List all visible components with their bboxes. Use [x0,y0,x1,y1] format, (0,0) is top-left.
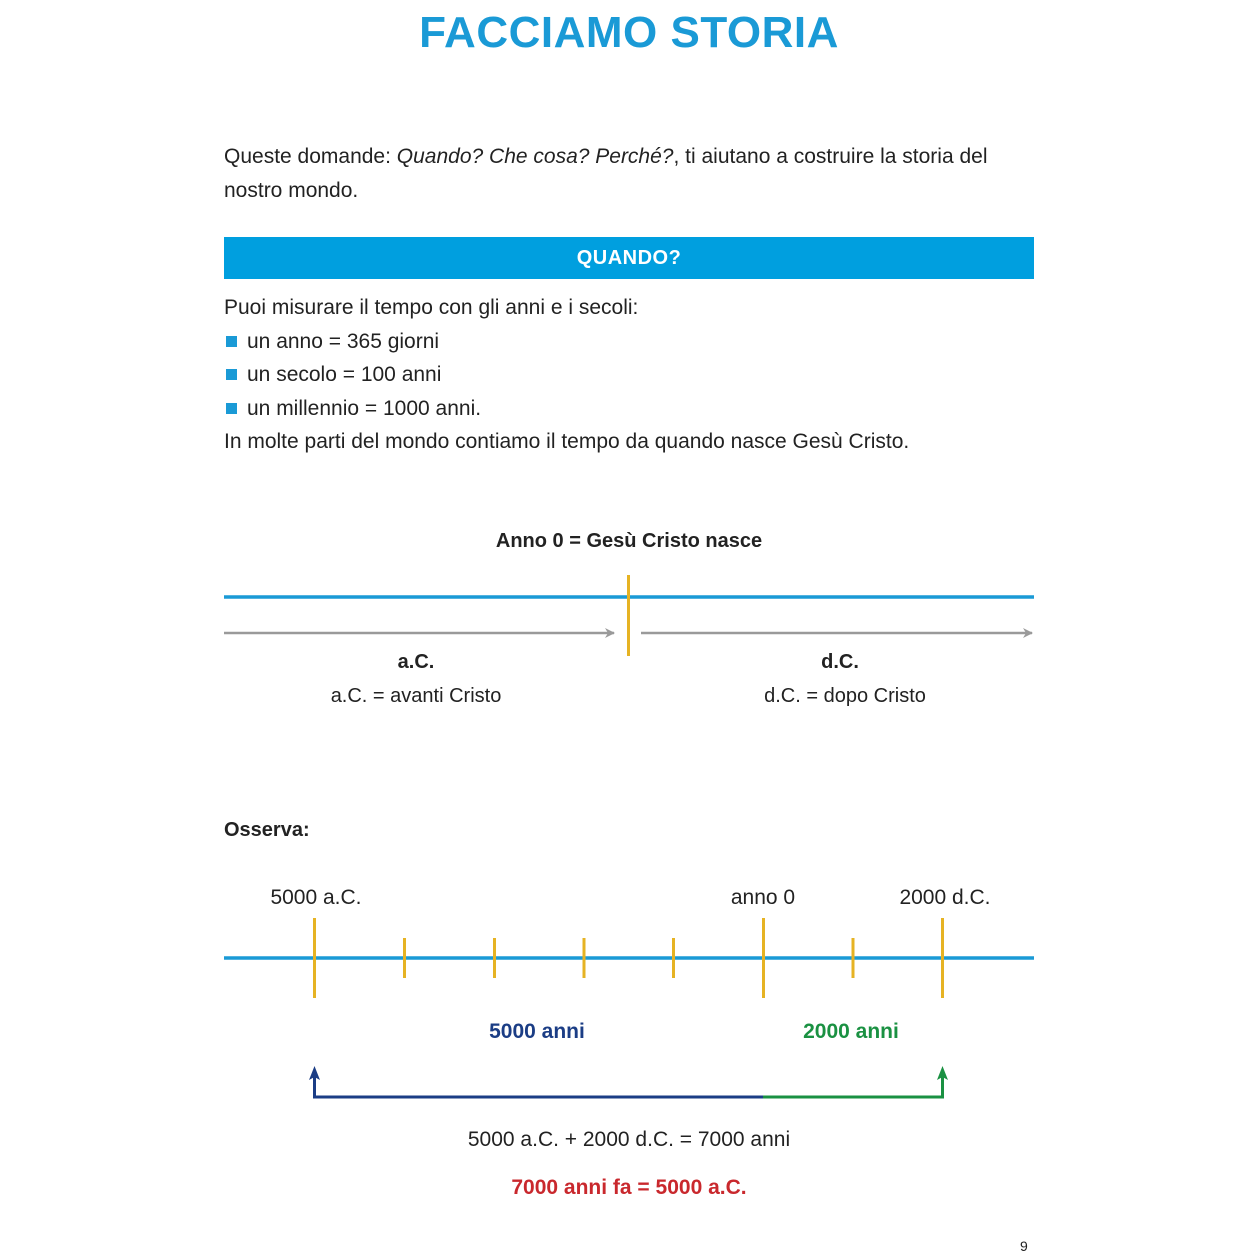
intro-suffix: , ti aiutano a costruire la storia del nostro mondo. [224,145,988,202]
measure-closing: In molte parti del mondo contiamo il tempo da quando nasce Gesù Cristo. [224,430,910,453]
span-label-5000: 5000 anni [489,1020,585,1043]
after-christ-abbr: d.C. [821,651,859,673]
span-5000-bracket [315,1076,765,1097]
before-christ-definition: a.C. = avanti Cristo [330,685,502,707]
after-christ-definition: d.C. = dopo Cristo [764,685,926,707]
list-item-text: un millennio = 1000 anni. [247,396,482,420]
label-2000ad: 2000 d.C. [899,886,991,909]
list-item-text: un anno = 365 giorni [247,329,440,353]
sum-equation: 5000 a.C. + 2000 d.C. = 7000 anni [467,1128,791,1151]
page-title: FACCIAMO STORIA [419,8,839,57]
timeline1-title: Anno 0 = Gesù Cristo nasce [495,530,763,552]
span-label-2000: 2000 anni [803,1020,899,1043]
intro-questions: Quando? Che cosa? Perché? [396,145,674,168]
section-banner: QUANDO? [224,237,1034,279]
before-christ-abbr: a.C. [397,651,435,673]
observe-heading: Osserva: [224,819,310,841]
span-2000-bracket [763,1076,943,1097]
conclusion-equation: 7000 anni fa = 5000 a.C. [511,1176,747,1199]
measure-lead: Puoi misurare il tempo con gli anni e i secoli: [224,296,639,319]
intro-prefix: Queste domande: [224,145,397,168]
list-item-text: un secolo = 100 anni [247,363,442,386]
label-5000bc: 5000 a.C. [270,886,362,909]
page-number: 9 [1020,1238,1028,1254]
label-year-zero: anno 0 [730,886,796,909]
